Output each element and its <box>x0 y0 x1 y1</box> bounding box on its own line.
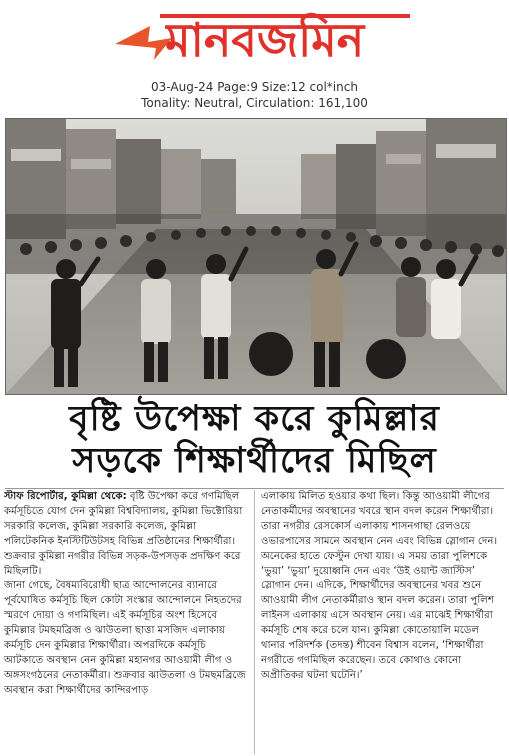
article-body <box>4 490 505 754</box>
headline-line-1: বৃষ্টি উপেক্ষা করে কুমিল্লার <box>69 398 440 439</box>
article-paragraph <box>4 490 248 579</box>
article-headline <box>0 398 509 482</box>
news-photo <box>5 118 507 395</box>
headline-line-2: সড়কে শিক্ষার্থীদের মিছিল <box>72 440 437 481</box>
newspaper-logo: মানবজমিন <box>165 13 365 67</box>
article-column-2 <box>261 490 505 754</box>
clipping-meta: 03-Aug-24 Page:9 Size:12 col*inch <box>151 80 358 94</box>
street-procession-photo <box>6 119 506 394</box>
clipping-tonality: Tonality: Neutral, Circulation: 161,100 <box>141 96 368 110</box>
byline: স্টাফ রিপোর্টার, কুমিল্লা থেকে: <box>4 491 127 502</box>
masthead <box>0 0 509 120</box>
column-divider <box>254 490 255 754</box>
article-column-1 <box>4 490 248 754</box>
headline-divider <box>5 488 504 489</box>
lead-text: বৃষ্টি উপেক্ষা করে গণমিছিল কর্মসূচিতে যোগ দেন কুমিল্লা বিশ্ববিদ্যালয়, কুমিল্লা ভিক্টোরিয়া সরকারি কলেজ, কুমিল্লা সরকারি কলেজ, কুমিল্লা পলিটেকনিক ইনস্টিটিউটসহ বিভিন্ন প্রতিষ্ঠানের শিক্ষার্থীরা। শুক্রবার কুমিল্লা নগরীর বিভিন্ন সড়ক-উপসড়ক প্রদক্ষিণ করে মিছিলটি। <box>4 491 243 577</box>
article-paragraph: জানা গেছে, বৈষম্যবিরোধী ছাত্র আন্দোলনের ব্যানারে পূর্বঘোষিত কর্মসূচি ছিল কোটা সংস্কার আন্দোলনে নিহতদের স্মরণে দোয়া ও গণমিছিল। এই কর্মসূচির অংশ হিসেবে কুমিল্লার টমছমব্রিজ ও ঝাউতলা ছাত্তা মসজিদ এলাকায় কর্মসূচি দেন কুমিল্লার শিক্ষার্থীরা। অপরদিকে কর্মসূচি আটকাতে অবস্থান নেন কুমিল্লা মহানগর আওয়ামী লীগ ও অঙ্গসংগঠনের নেতাকর্মীরা। শুক্রবার ঝাউতলা ও টমছমব্রিজে অবস্থান করা শিক্ষার্থীদের কান্দিরপাড় <box>4 580 246 696</box>
article-paragraph: এলাকায় মিলিত হওয়ার কথা ছিল। কিন্তু আওয়ামী লীগের নেতাকর্মীদের অবস্থানের খবরে স্থান বদল করেন শিক্ষার্থীরা। তারা নগরীর রেসকোর্স এলাকায় শাসনগাছা রেলওয়ে ওভারপাসের সামনে অবস্থান নেন এবং বিভিন্ন স্লোগান দেন। অনেকের হাতে ফেস্টুন দেখা যায়। এ সময় তারা পুলিশকে ‘ভুয়া’ ‘ভুয়া’ দুয়োধ্বনি দেন এবং ‘উই ওয়ান্ট জাস্টিস’ স্লোগান দেন। এদিকে, শিক্ষার্থীদের অবস্থানের খবর শুনে আওয়ামী লীগ নেতাকর্মীরাও স্থান বদল করেন। তারা পুলিশ লাইনস এলাকায় এসে অবস্থান নেয়। এর মাঝেই শিক্ষার্থীরা কর্মসূচি শেষ করে চলে যান। কুমিল্লা কোতোয়ালি মডেল থানার পরিদর্শক (তদন্ত) শীবেন বিশ্বাস বলেন, ‘শিক্ষার্থীরা নগরীতে গণমিছিল করেছেন। তবে কোথাও কোনো অপ্রীতিকর ঘটনা ঘটেনি।’ <box>260 491 498 681</box>
